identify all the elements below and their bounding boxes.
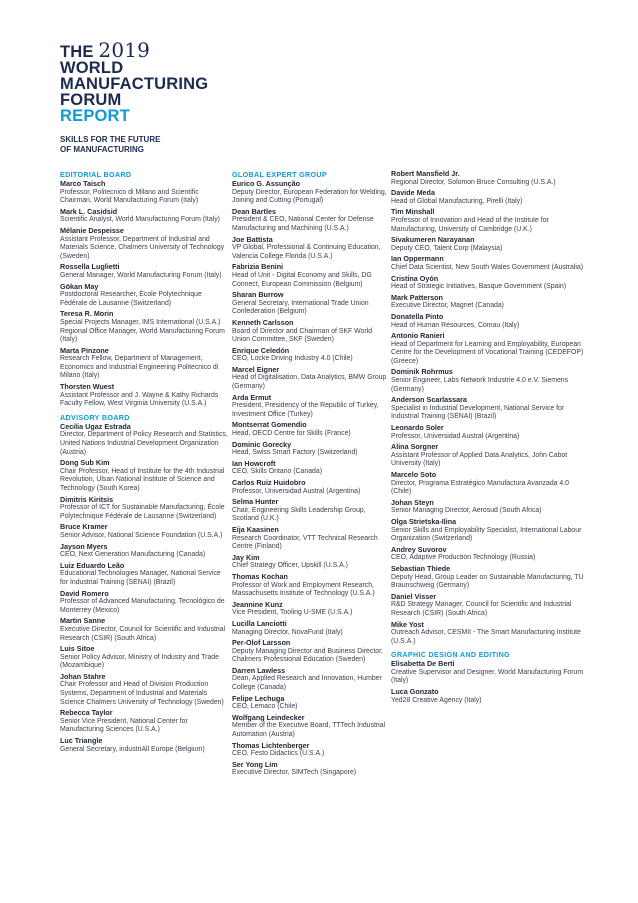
- credit-entry: [232, 460, 390, 477]
- credits-column-2: [232, 170, 390, 780]
- person-name: Cecilia Ugaz Estrada: [60, 421, 131, 431]
- person-role: General Secretary, International Trade Union Confederation (Belgium): [232, 299, 369, 316]
- person-role: Regional Director, Solomon Bruce Consulting (U.S.A.): [391, 178, 556, 186]
- person-name: Mélanie Despeisse: [60, 225, 124, 235]
- credit-entry: [60, 562, 228, 588]
- person-role: Director, Department of Policy Research and Statistics, United Nations Industrial Development Organization (Austria): [60, 431, 228, 456]
- person-role: Assistant Professor, Department of Industrial and Materials Science, Chalmers University of Technology (Sweden): [60, 235, 225, 260]
- person-name: Joe Battista: [232, 234, 273, 244]
- report-title-line-1: [60, 38, 208, 62]
- person-name: Antonio Ranieri: [391, 331, 445, 341]
- person-role: Vice President, Tooling U-SME (U.S.A.): [232, 609, 353, 617]
- person-name: Darren Lawless: [232, 665, 286, 675]
- credit-entry: [391, 471, 591, 497]
- credit-entry: [391, 294, 591, 311]
- person-name: Selma Hunter: [232, 497, 279, 507]
- person-name: Daniel Visser: [391, 591, 437, 601]
- person-role: Head of Human Resources, Comau (Italy): [391, 321, 520, 329]
- credit-entry: [391, 275, 591, 292]
- person-role: Deputy Director, European Federation for Welding, Joining and Cutting (Portugal): [232, 188, 387, 205]
- person-role: Special Projects Manager, IMS International (U.S.A.) Regional Office Manager, World Manufacturing Forum (Italy): [60, 318, 225, 344]
- person-role: Senior Vice President, National Center for Manufacturing Sciences (U.S.A.): [60, 717, 188, 734]
- person-role: CEO, Skills Ontario (Canada): [232, 468, 322, 476]
- person-role: Senior Managing Director, Aerosud (South Africa): [391, 507, 542, 515]
- credit-entry: [391, 236, 591, 253]
- person-name: Davide Meda: [391, 188, 435, 198]
- person-role: Professor of Advanced Manufacturing, Tecnológico de Monterrey (Mexico): [60, 598, 225, 614]
- person-name: Dominik Rohrmus: [391, 367, 453, 377]
- credit-entry: [232, 573, 390, 599]
- person-name: Ian Oppermann: [391, 254, 444, 264]
- person-name: Sebastian Thiede: [391, 563, 451, 573]
- person-role: Professor of Innovation and Head of the Institute for Manufacturing, University of Cambridge (U.K.): [391, 216, 549, 233]
- credit-entry: [60, 263, 228, 280]
- credit-entry: [391, 332, 591, 366]
- person-role: Head of Unit - Digital Economy and Skills, DG Connect, European Commission (Belgium): [232, 271, 372, 288]
- credit-entry: [232, 263, 390, 289]
- person-name: Rebecca Taylor: [60, 708, 113, 718]
- person-role: Professor of Work and Employment Research, Massachusetts Institute of Technology (U.S.A.): [232, 581, 375, 598]
- credit-entry: [232, 601, 390, 618]
- person-role: Outreach Advisor, CESMII - The Smart Manufacturing Institute (U.S.A.): [391, 629, 581, 645]
- person-name: Leonardo Soler: [391, 423, 444, 433]
- person-name: Luiz Eduardo Leão: [60, 560, 125, 570]
- person-name: Fabrizia Benini: [232, 262, 284, 272]
- person-role: Professor, Universidad Austral (Argentina): [391, 432, 520, 440]
- person-role: Senior Skills and Employability Specialist, International Labour Organization (Switzerland): [391, 526, 582, 543]
- credit-entry: [60, 543, 228, 560]
- person-name: Sivakumeren Narayanan: [391, 235, 475, 245]
- person-name: Olga Strietska-Ilina: [391, 516, 457, 526]
- credit-entry: [232, 319, 390, 345]
- person-role: CEO, Festo Didactics (U.S.A.): [232, 750, 325, 758]
- credit-entry: [391, 396, 591, 422]
- person-name: Thorsten Wuest: [60, 382, 115, 392]
- credit-entry: [232, 742, 390, 759]
- person-role: Head of Strategic Initiatives, Basque Government (Spain): [391, 283, 567, 291]
- credit-entry: [60, 590, 228, 616]
- person-role: Director, Programa Estratégico Manufactura Avanzada 4.0 (Chile): [391, 479, 569, 496]
- person-name: Ser Yong Lim: [232, 759, 278, 769]
- person-name: Dong Sub Kim: [60, 458, 110, 468]
- person-role: Member of the Executive Board, TTTech Industrial Automation (Austria): [232, 722, 386, 739]
- person-role: Specialist in Industrial Development, National Service for Industrial Training (SENAI) (Brazil): [391, 404, 565, 421]
- credit-entry: [232, 498, 390, 524]
- person-role: Professor, Politecnico di Milano and Scientific Chairman, World Manufacturing Forum (Italy): [60, 188, 199, 205]
- credit-entry: [232, 479, 390, 496]
- person-name: Rossella Luglietti: [60, 262, 120, 272]
- person-role: Head of Global Manufacturing, Pirelli (Italy): [391, 197, 523, 205]
- credit-entry: [232, 394, 390, 420]
- credit-entry: [391, 518, 591, 544]
- credit-entry: [391, 313, 591, 330]
- person-role: Chief Strategy Officer, Upskill (U.S.A.): [232, 562, 348, 570]
- person-name: Jeannine Kunz: [232, 599, 283, 609]
- person-role: Head of Digitalisation, Data Analytics, BMW Group (Germany): [232, 374, 387, 391]
- person-role: Chair Professor, Head of Institute for the 4th Industrial Revolution, Ulsan National Institute of Science and Technology (South Korea): [60, 467, 225, 492]
- person-name: Eurico G. Assunção: [232, 179, 301, 188]
- person-name: Tim Minshall: [391, 207, 435, 217]
- person-name: Per-Olof Larsson: [232, 638, 291, 648]
- credit-entry: [232, 667, 390, 693]
- section-heading: EDITORIAL BOARD: [60, 170, 132, 179]
- person-name: Jayson Myers: [60, 541, 108, 551]
- report-title-line-5: REPORT: [60, 107, 130, 125]
- person-role: Managing Director, NovaFund (Italy): [232, 628, 343, 636]
- credit-entry: [232, 639, 390, 665]
- person-name: Marcelo Soto: [391, 470, 437, 479]
- person-name: Luca Gonzato: [391, 687, 439, 697]
- person-role: Deputy Managing Director and Business Director, Chalmers Professional Education (Sweden): [232, 647, 383, 664]
- credit-entry: [60, 347, 228, 381]
- person-role: Executive Director, SIMTech (Singapore): [232, 769, 357, 777]
- person-role: Scientific Analyst, World Manufacturing Forum (Italy): [60, 216, 220, 224]
- credit-entry: [60, 496, 228, 522]
- person-role: Executive Director, Council for Scientific and Industrial Research (CSIR) (South Africa): [60, 625, 226, 642]
- report-title-line-3: MANUFACTURING: [60, 75, 209, 93]
- person-role: Head of Department for Learning and Employability, European Centre for the Development of Vocational Training (CEDEFOP) (Greece): [391, 340, 584, 365]
- person-name: Elisabetta De Berti: [391, 659, 455, 669]
- section-heading: ADVISORY BOARD: [60, 412, 130, 422]
- person-name: Donatella Pinto: [391, 311, 444, 321]
- credit-entry: [232, 366, 390, 392]
- person-role: Deputy CEO, Talent Corp (Malaysia): [391, 244, 503, 252]
- report-subtitle-line-2: OF MANUFACTURING: [60, 144, 144, 154]
- credit-entry: [232, 441, 390, 458]
- person-name: Arda Ermut: [232, 392, 272, 402]
- person-role: Senior Advisor, National Science Foundation (U.S.A.): [60, 531, 223, 539]
- person-role: VP Global, Professional & Continuing Education, Valencia College Florida (U.S.A.): [232, 244, 381, 260]
- person-name: Marco Taisch: [60, 179, 106, 188]
- person-name: Alina Sorgner: [391, 442, 439, 452]
- person-name: David Romero: [60, 588, 109, 598]
- credit-entry: [60, 208, 228, 225]
- credit-entry: [391, 593, 591, 619]
- person-name: Dimitris Kiritsis: [60, 494, 114, 504]
- credits-column-1: [60, 170, 228, 756]
- credit-entry: [391, 443, 591, 469]
- credit-entry: [60, 523, 228, 540]
- person-role: CEO, Locke Driving Industry 4.0 (Chile): [232, 355, 353, 363]
- credit-entry: [391, 368, 591, 394]
- person-role: President, Presidency of the Republic of Turkey, Investment Office (Turkey): [232, 402, 379, 418]
- person-name: Lucilla Lanciotti: [232, 618, 287, 628]
- person-role: Chair, Engineering Skills Leadership Group, Scotland (U.K.): [232, 506, 366, 523]
- person-name: Cristina Oyón: [391, 273, 439, 283]
- person-name: Carlos Ruiz Huidobro: [232, 478, 306, 487]
- section-heading: GLOBAL EXPERT GROUP: [232, 170, 328, 179]
- person-role: Head, Swiss Smart Factory (Switzerland): [232, 449, 358, 457]
- person-name: Eija Kaasinen: [232, 524, 279, 534]
- person-role: Dean, Applied Research and Innovation, Humber College (Canada): [232, 675, 382, 692]
- credit-entry: [391, 170, 591, 187]
- person-role: Professor, Universidad Austral (Argentina): [232, 487, 361, 495]
- credit-entry: [60, 310, 228, 344]
- person-role: Assistant Professor and J. Wayne & Kathy Richards Faculty Fellow, West Virginia University (U.S.A.): [60, 391, 219, 408]
- credit-entry: [60, 283, 228, 309]
- person-role: CEO, Next Generation Manufacturing (Canada): [60, 551, 206, 559]
- credit-entry: [391, 688, 591, 705]
- person-name: Luc Triangle: [60, 736, 103, 746]
- credit-entry: [391, 621, 591, 647]
- person-role: Chair Professor and Head of Division Production Systems, Department of Industrial and Materials Science Chalmers University of Technology (Sweden): [60, 681, 224, 706]
- person-name: Marcel Eigner: [232, 364, 280, 374]
- person-role: Research Coordinator, VTT Technical Research Centre (Finland): [232, 534, 378, 551]
- person-name: Kenneth Carlsson: [232, 317, 294, 327]
- credit-entry: [232, 421, 390, 438]
- person-role: Senior Policy Advisor, Ministry of Industry and Trade (Mozambique): [60, 653, 219, 670]
- credit-entry: [232, 714, 390, 740]
- person-role: General Manager, World Manufacturing Forum (Italy): [60, 271, 222, 279]
- credit-entry: [232, 554, 390, 571]
- person-name: Jay Kim: [232, 552, 260, 562]
- credit-entry: [232, 695, 390, 712]
- person-role: Assistant Professor of Applied Data Analytics, John Cabot University (Italy): [391, 451, 568, 468]
- credit-entry: [391, 565, 591, 591]
- person-name: Bruce Kramer: [60, 522, 108, 532]
- credit-entry: [232, 526, 390, 552]
- credit-entry: [60, 459, 228, 493]
- person-name: Dominic Gorecky: [232, 439, 292, 449]
- person-name: Andrey Suvorov: [391, 544, 447, 554]
- credit-entry: [60, 709, 228, 735]
- credit-entry: [60, 737, 228, 754]
- person-role: Deputy Head, Group Leader on Sustainable Manufacturing, TU Braunschweig (Germany): [391, 573, 584, 590]
- report-header: [60, 38, 209, 154]
- credit-entry: [232, 291, 390, 317]
- person-role: Educational Technologies Manager, National Service for Industrial Training (SENAI) (Brazil): [60, 570, 221, 586]
- person-role: Research Fellow, Department of Management, Economics and Industrial Engineering Politecnico di Milano (Italy): [60, 355, 219, 380]
- credit-entry: [232, 236, 390, 262]
- person-name: Mark Patterson: [391, 292, 443, 302]
- report-title-line-4: FORUM: [60, 91, 122, 109]
- credit-entry: [232, 180, 390, 206]
- person-role: R&D Strategy Manager, Council for Scientific and Industrial Research (CSIR) (South Africa): [391, 601, 572, 617]
- person-name: Ian Howcroft: [232, 458, 276, 468]
- person-name: Felipe Lechuga: [232, 693, 285, 703]
- person-role: Creative Supervisor and Designer, World Manufacturing Forum (Italy): [391, 668, 584, 685]
- person-role: Executive Director, Magnet (Canada): [391, 302, 504, 310]
- person-name: Johan Stahre: [60, 671, 106, 681]
- person-name: Thomas Kochan: [232, 571, 288, 581]
- person-role: Yed28 Creative Agency (Italy): [391, 696, 482, 704]
- person-role: Head, OECD Centre for Skills (France): [232, 430, 351, 438]
- person-role: President & CEO, National Center for Defense Manufacturing and Machining (U.S.A.): [232, 216, 374, 232]
- person-name: Dean Bartles: [232, 206, 276, 216]
- credit-entry: [391, 424, 591, 441]
- person-name: Montserrat Gomendio: [232, 420, 307, 430]
- credit-entry: [60, 673, 228, 707]
- person-role: Postdoctoral Researcher, École Polytechnique Fédérale de Lausanne (Switzerland): [60, 291, 202, 307]
- credit-entry: [60, 617, 228, 643]
- credit-entry: [391, 546, 591, 563]
- person-name: Luis Sitoe: [60, 644, 95, 654]
- person-name: Thomas Lichtenberger: [232, 740, 310, 750]
- person-role: Chief Data Scientist, New South Wales Government (Australia): [391, 263, 583, 271]
- person-role: CEO, Lemaco (Chile): [232, 703, 298, 711]
- credit-entry: [232, 620, 390, 637]
- person-name: Teresa R. Morin: [60, 309, 114, 319]
- credit-entry: [232, 347, 390, 364]
- person-name: Marta Pinzone: [60, 345, 109, 355]
- person-name: Sharan Burrow: [232, 290, 284, 300]
- credit-entry: [391, 660, 591, 686]
- person-name: Robert Mansfield Jr.: [391, 169, 460, 178]
- person-name: Anderson Scarlassara: [391, 395, 467, 405]
- credit-entry: [391, 208, 591, 234]
- person-name: Wolfgang Leindecker: [232, 712, 305, 722]
- report-title-line-2: WORLD: [60, 59, 124, 77]
- credit-entry: [391, 499, 591, 516]
- credit-entry: [60, 645, 228, 671]
- credit-entry: [232, 761, 390, 778]
- person-role: General Secretary, industriAll Europe (Belgium): [60, 745, 205, 753]
- report-subtitle: [60, 135, 208, 154]
- credit-entry: [60, 180, 228, 206]
- person-name: Mark L. Casidsid: [60, 206, 118, 216]
- credit-entry: [60, 227, 228, 261]
- report-subtitle-line-1: SKILLS FOR THE FUTURE: [60, 135, 161, 144]
- person-name: Johan Steyn: [391, 497, 434, 507]
- credit-entry: [60, 423, 228, 457]
- report-title-the: THE: [60, 43, 94, 61]
- credit-entry: [232, 208, 390, 234]
- person-role: Senior Engineer, Labs Network Industrie 4.0 e.V. Siemens (Germany): [391, 377, 569, 393]
- section-heading: GRAPHIC DESIGN AND EDITING: [391, 650, 510, 660]
- person-role: Professor of ICT for Sustainable Manufacturing, École Polytechnique Fédérale de Lausanne (Switzerland): [60, 504, 225, 520]
- person-role: Board of Director and Chairman of SKF World Union Committee, SKF (Sweden): [232, 327, 373, 344]
- person-role: CEO, Adaptive Production Technology (Russia): [391, 554, 536, 562]
- person-name: Enrique Celedón: [232, 345, 290, 355]
- credit-entry: [391, 255, 591, 272]
- person-name: Gökan May: [60, 281, 99, 291]
- credit-entry: [60, 383, 228, 409]
- person-name: Martin Sanne: [60, 616, 106, 626]
- person-name: Mike Yost: [391, 619, 424, 629]
- credits-column-3: [391, 170, 591, 707]
- credit-entry: [391, 189, 591, 206]
- report-year: 2019: [98, 38, 151, 62]
